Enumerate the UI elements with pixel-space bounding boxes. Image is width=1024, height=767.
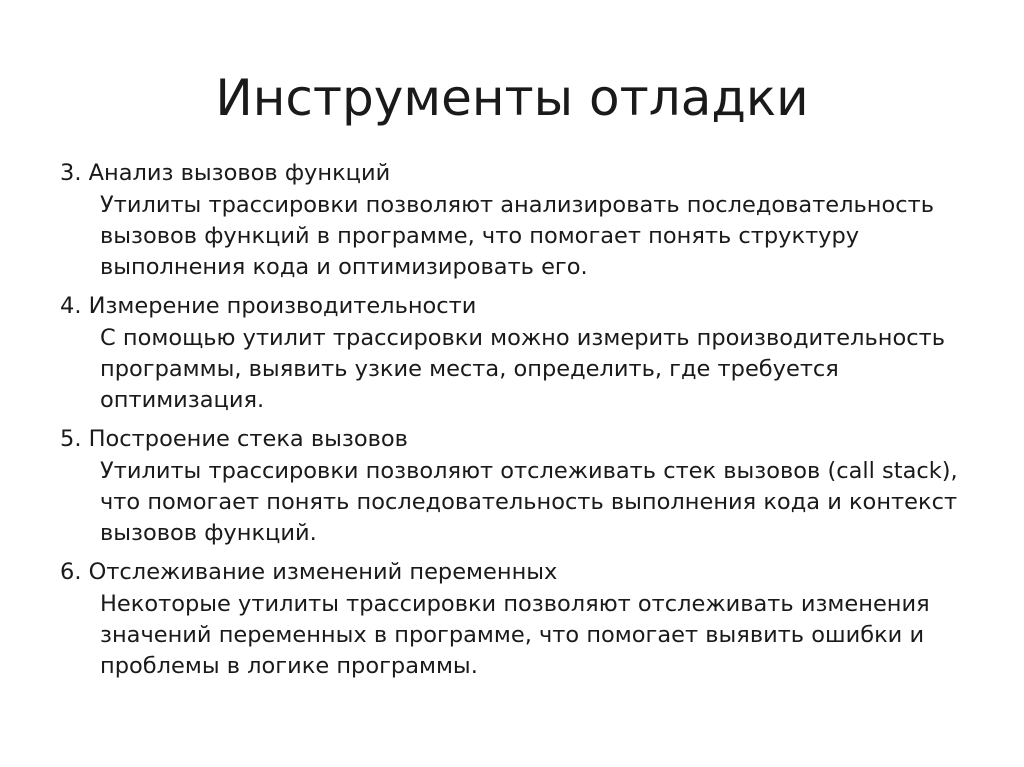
section-body: Утилиты трассировки позволяют отслеживать стек вызовов (call stack), что помогает понять последовательность выполнения кода и контекст вызовов функций. <box>100 458 958 546</box>
section-heading: 3. Анализ вызовов функций <box>60 160 391 186</box>
section-heading: 5. Построение стека вызовов <box>60 426 408 452</box>
section-function-call-analysis <box>60 156 960 283</box>
section-body: Некоторые утилиты трассировки позволяют отслеживать изменения значений переменных в программе, что помогает выявить ошибки и проблемы в логике программы. <box>100 591 930 679</box>
section-variable-tracking <box>60 555 960 682</box>
slide-content <box>60 156 960 688</box>
section-performance-measurement <box>60 289 960 416</box>
section-body: С помощью утилит трассировки можно измерить производительность программы, выявить узкие места, определить, где требуется оптимизация. <box>100 325 945 413</box>
section-heading: 4. Измерение производительности <box>60 293 477 319</box>
section-heading: 6. Отслеживание изменений переменных <box>60 559 558 585</box>
slide-title: Инструменты отладки <box>215 69 809 127</box>
section-call-stack <box>60 422 960 549</box>
section-body: Утилиты трассировки позволяют анализировать последовательность вызовов функций в программе, что помогает понять структуру выполнения кода и оптимизировать его. <box>100 192 935 280</box>
